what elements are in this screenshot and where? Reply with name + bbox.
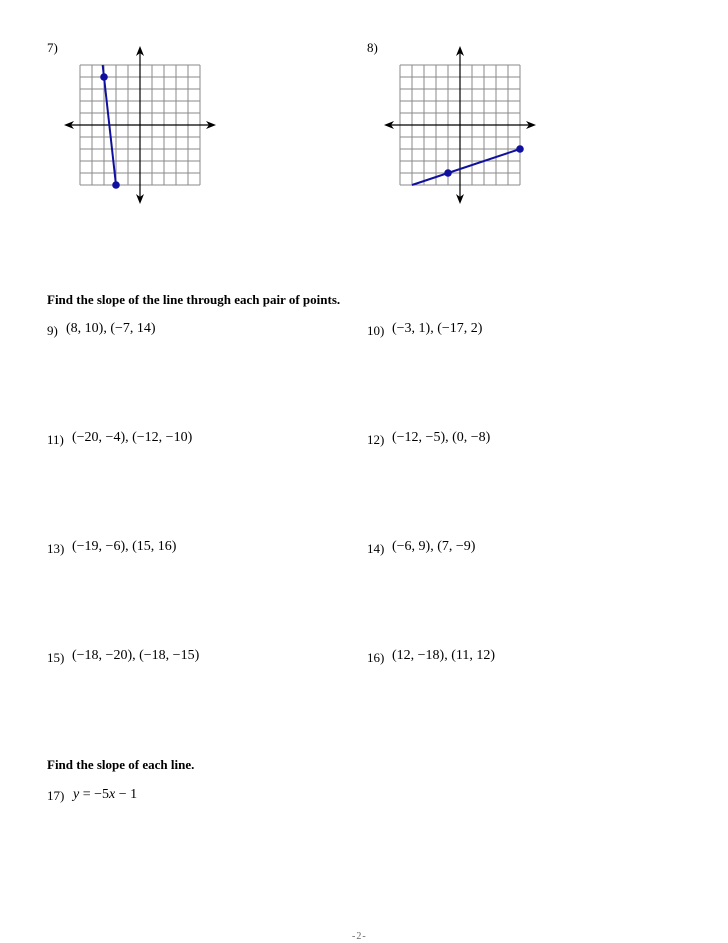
section-heading-lines: Find the slope of each line. xyxy=(47,757,195,772)
point-pair: (8, 10), (−7, 14) xyxy=(66,321,156,336)
problem-7-number: 7) xyxy=(47,40,58,55)
problem-8-number: 8) xyxy=(367,40,378,55)
problem-number: 15) xyxy=(47,650,65,665)
problem-number: 16) xyxy=(367,650,385,665)
equation-mid: = −5 xyxy=(79,787,110,802)
graphed-line xyxy=(412,149,520,185)
problem-number: 13) xyxy=(47,541,65,556)
equation-x: x xyxy=(109,787,116,802)
plotted-point xyxy=(516,145,524,153)
problem-number: 11) xyxy=(47,432,64,447)
page-number: -2- xyxy=(352,931,367,942)
point-pair: (12, −18), (11, 12) xyxy=(392,648,496,663)
equation-y: y xyxy=(73,787,80,802)
point-pair: (−20, −4), (−12, −10) xyxy=(72,430,193,445)
coordinate-graph-7 xyxy=(60,45,220,205)
point-pair: (−19, −6), (15, 16) xyxy=(72,539,177,554)
problem-number: 12) xyxy=(367,432,385,447)
point-pair: (−6, 9), (7, −9) xyxy=(392,539,476,554)
coordinate-graph-8 xyxy=(380,45,540,205)
plotted-point xyxy=(444,169,452,177)
problem-number: 9) xyxy=(47,323,58,338)
problem-number: 10) xyxy=(367,323,385,338)
plotted-point xyxy=(112,181,120,189)
section-heading-points: Find the slope of the line through each pair of points. xyxy=(47,292,341,307)
problem-number: 14) xyxy=(367,541,385,556)
plotted-point xyxy=(100,73,108,81)
equation-rest: − 1 xyxy=(115,787,138,802)
point-pair: (−12, −5), (0, −8) xyxy=(392,430,491,445)
point-pair: (−3, 1), (−17, 2) xyxy=(392,321,483,336)
line-equation xyxy=(73,787,137,803)
problem-number: 17) xyxy=(47,788,65,803)
point-pair: (−18, −20), (−18, −15) xyxy=(72,648,200,663)
